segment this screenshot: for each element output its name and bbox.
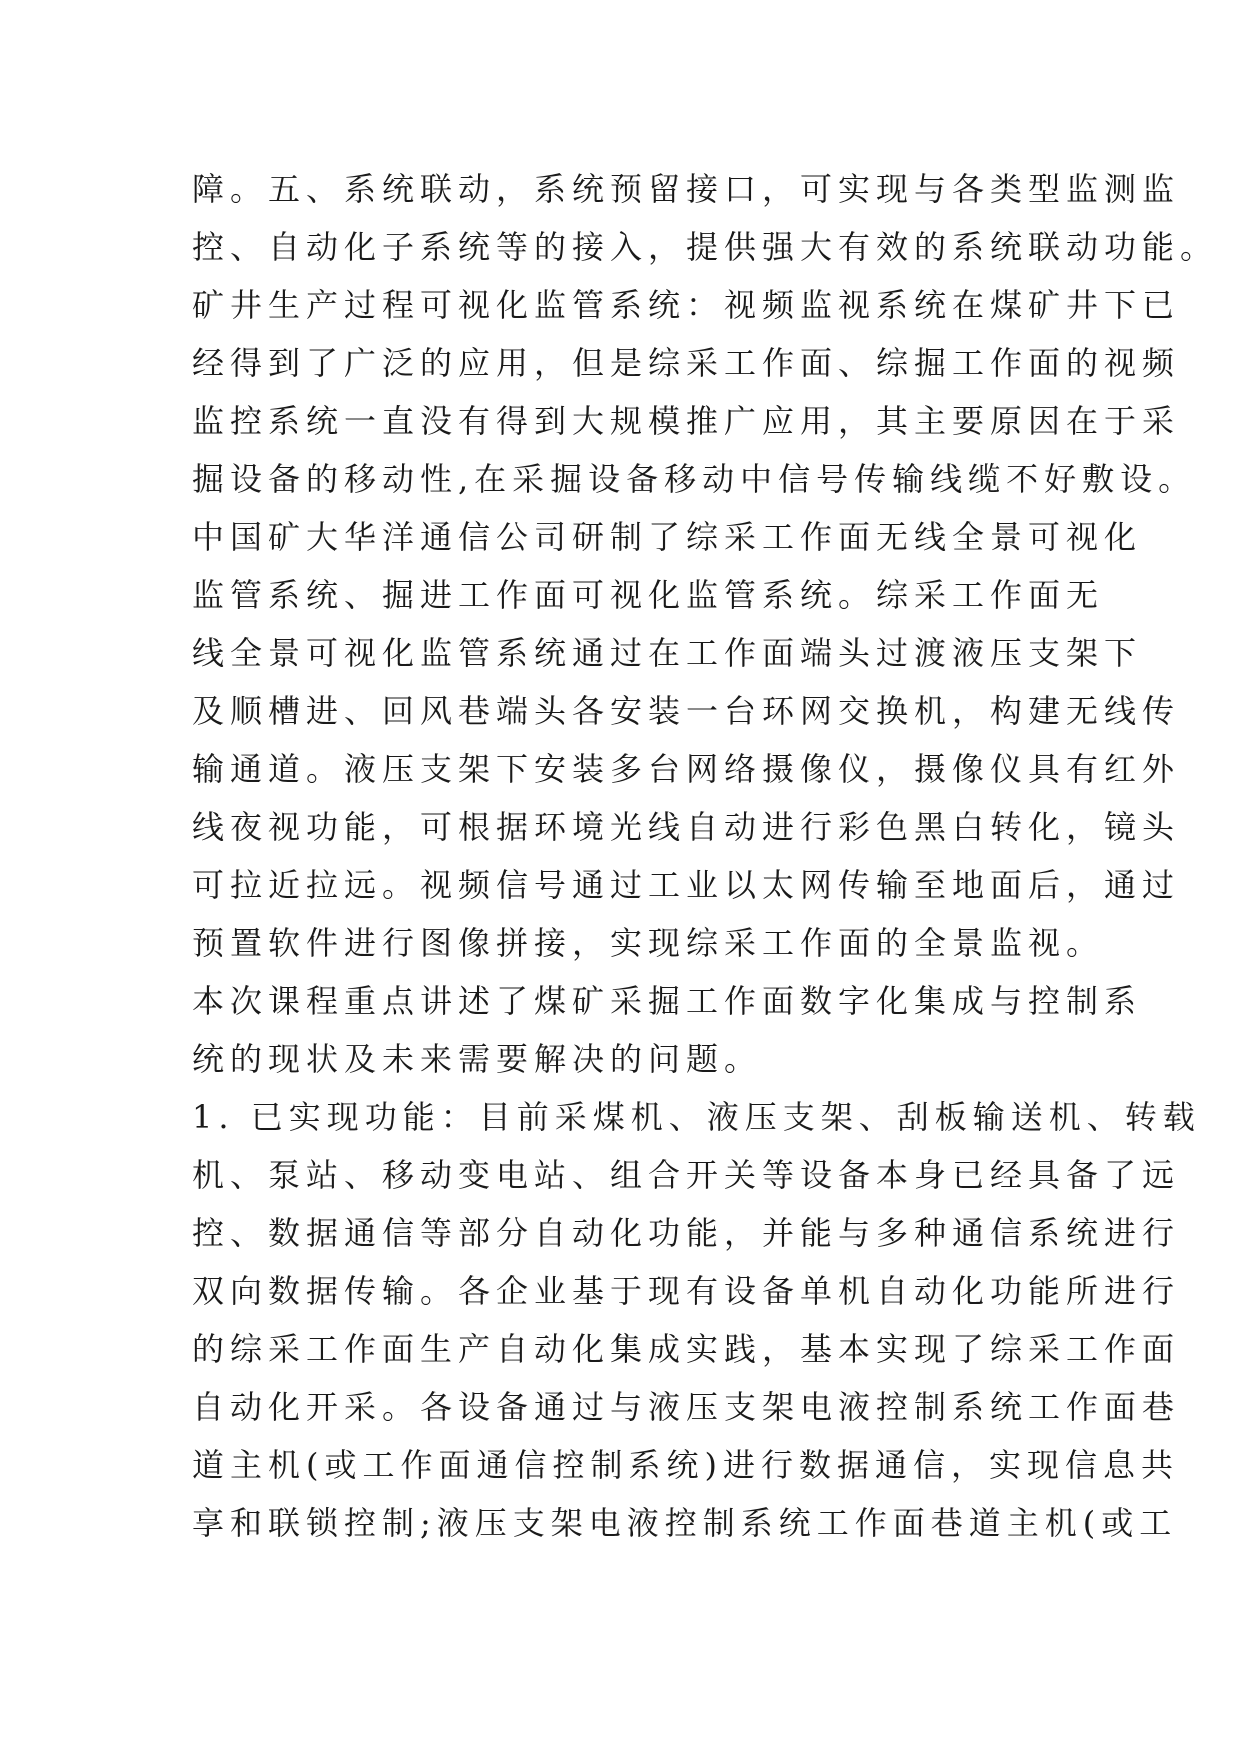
text-line: 控、自动化子系统等的接入，提供强大有效的系统联动功能。 (192, 228, 1219, 266)
text-line: 可拉近拉远。视频信号通过工业以太网传输至地面后，通过 (192, 866, 1181, 904)
text-line: 监管系统、掘进工作面可视化监管系统。综采工作面无 (192, 576, 1105, 614)
text-line: 掘设备的移动性,在采掘设备移动中信号传输线缆不好敷设。 (192, 460, 1197, 498)
text-line: 预置软件进行图像拼接，实现综采工作面的全景监视。 (192, 924, 1105, 962)
text-line: 输通道。液压支架下安装多台网络摄像仪，摄像仪具有红外 (192, 750, 1181, 788)
text-line: 自动化开采。各设备通过与液压支架电液控制系统工作面巷 (192, 1388, 1181, 1426)
text-line: 经得到了广泛的应用，但是综采工作面、综掘工作面的视频 (192, 344, 1181, 382)
text-line: 控、数据通信等部分自动化功能，并能与多种通信系统进行 (192, 1214, 1181, 1252)
text-line: 道主机(或工作面通信控制系统)进行数据通信，实现信息共 (192, 1446, 1179, 1484)
body-text (192, 160, 1219, 1552)
text-line: 障。五、系统联动，系统预留接口，可实现与各类型监测监 (192, 170, 1181, 208)
text-line: 享和联锁控制;液压支架电液控制系统工作面巷道主机(或工 (192, 1504, 1178, 1542)
text-line: 本次课程重点讲述了煤矿采掘工作面数字化集成与控制系 (192, 982, 1143, 1020)
text-line: 的综采工作面生产自动化集成实践，基本实现了综采工作面 (192, 1330, 1181, 1368)
text-line: 中国矿大华洋通信公司研制了综采工作面无线全景可视化 (192, 518, 1143, 556)
text-line: 监控系统一直没有得到大规模推广应用，其主要原因在于采 (192, 402, 1181, 440)
text-line: 双向数据传输。各企业基于现有设备单机自动化功能所进行 (192, 1272, 1181, 1310)
text-line: 线全景可视化监管系统通过在工作面端头过渡液压支架下 (192, 634, 1143, 672)
text-line: 1. 已实现功能：目前采煤机、液压支架、刮板输送机、转载 (192, 1098, 1201, 1136)
text-line: 及顺槽进、回风巷端头各安装一台环网交换机，构建无线传 (192, 692, 1181, 730)
text-line: 矿井生产过程可视化监管系统：视频监视系统在煤矿井下已 (192, 286, 1181, 324)
text-line: 线夜视功能，可根据环境光线自动进行彩色黑白转化，镜头 (192, 808, 1181, 846)
text-line: 统的现状及未来需要解决的问题。 (192, 1040, 763, 1078)
text-line: 机、泵站、移动变电站、组合开关等设备本身已经具备了远 (192, 1156, 1181, 1194)
